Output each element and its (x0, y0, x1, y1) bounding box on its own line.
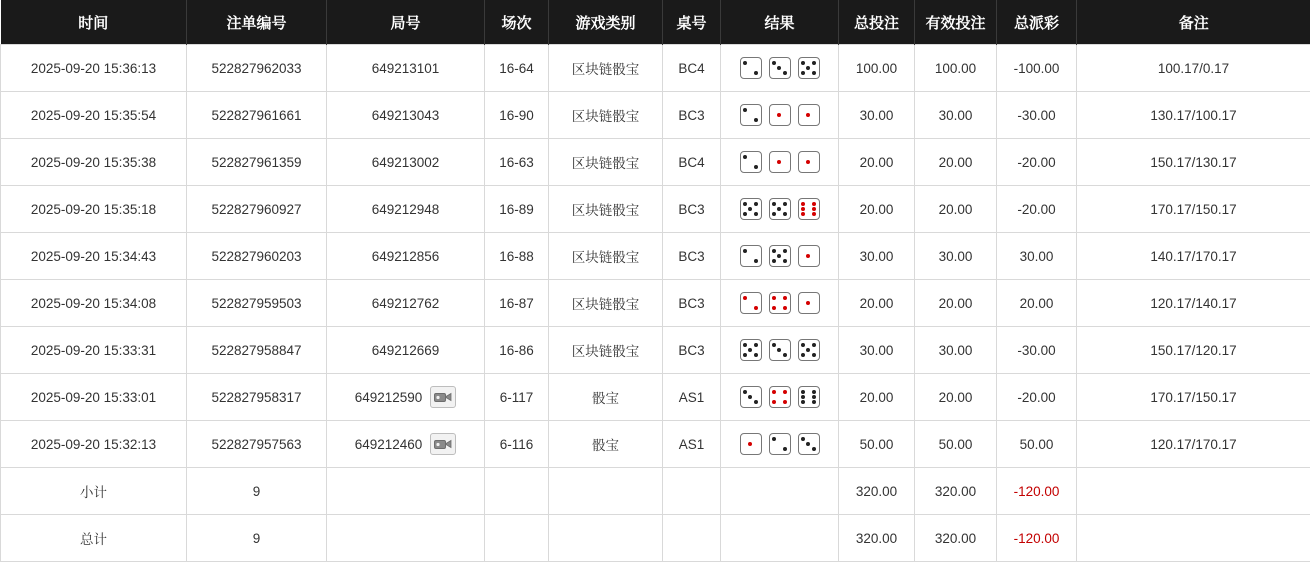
cell-valid-bet: 30.00 (915, 233, 997, 280)
summary-blank-round (327, 515, 485, 562)
die-face-1 (798, 151, 820, 173)
cell-result (721, 327, 839, 374)
cell-total-bet: 20.00 (839, 186, 915, 233)
cell-game-type: 骰宝 (549, 421, 663, 468)
summary-blank-round (327, 468, 485, 515)
cell-remark: 140.17/170.17 (1077, 233, 1310, 280)
round-no-wrapper (331, 433, 480, 455)
die-face-2 (740, 104, 762, 126)
cell-bet-id: 522827957563 (187, 421, 327, 468)
cell-result (721, 92, 839, 139)
cell-remark: 120.17/140.17 (1077, 280, 1310, 327)
cell-bet-id: 522827959503 (187, 280, 327, 327)
round-no-text: 649212460 (355, 437, 423, 452)
table-row (1, 139, 1310, 186)
summary-blank-remark (1077, 468, 1310, 515)
die-face-1 (769, 151, 791, 173)
cell-round-no (327, 233, 485, 280)
cell-valid-bet: 30.00 (915, 92, 997, 139)
summary-label: 小计 (1, 468, 187, 515)
cell-session: 16-87 (485, 280, 549, 327)
cell-total-bet: 20.00 (839, 139, 915, 186)
summary-blank-session (485, 468, 549, 515)
summary-blank-result (721, 515, 839, 562)
table-row (1, 327, 1310, 374)
cell-session: 16-63 (485, 139, 549, 186)
cell-time: 2025-09-20 15:34:43 (1, 233, 187, 280)
cell-game-type: 骰宝 (549, 374, 663, 421)
summary-blank-tableno (663, 468, 721, 515)
die-face-5 (769, 198, 791, 220)
die-face-3 (798, 433, 820, 455)
cell-round-no (327, 421, 485, 468)
cell-session: 6-117 (485, 374, 549, 421)
cell-total-payout: -20.00 (997, 374, 1077, 421)
die-face-6 (798, 386, 820, 408)
round-no-wrapper (331, 249, 480, 264)
die-face-2 (740, 245, 762, 267)
cell-total-bet: 20.00 (839, 374, 915, 421)
table-row (1, 45, 1310, 92)
die-face-6 (798, 198, 820, 220)
cell-result (721, 186, 839, 233)
cell-bet-id: 522827962033 (187, 45, 327, 92)
cell-session: 16-89 (485, 186, 549, 233)
column-header-total_payout[interactable]: 总派彩 (997, 0, 1077, 45)
dice-group (725, 104, 834, 126)
summary-label: 总计 (1, 515, 187, 562)
cell-remark: 130.17/100.17 (1077, 92, 1310, 139)
die-face-2 (740, 151, 762, 173)
cell-table-no: BC3 (663, 280, 721, 327)
cell-session: 16-64 (485, 45, 549, 92)
summary-total-payout: -120.00 (997, 468, 1077, 515)
column-header-remark[interactable]: 备注 (1077, 0, 1310, 45)
cell-total-payout: -100.00 (997, 45, 1077, 92)
cell-game-type: 区块链骰宝 (549, 327, 663, 374)
cell-bet-id: 522827958317 (187, 374, 327, 421)
dice-group (725, 292, 834, 314)
cell-time: 2025-09-20 15:35:18 (1, 186, 187, 233)
round-no-wrapper (331, 61, 480, 76)
cell-total-payout: 50.00 (997, 421, 1077, 468)
column-header-total_bet[interactable]: 总投注 (839, 0, 915, 45)
table-body (1, 45, 1310, 562)
cell-total-payout: 20.00 (997, 280, 1077, 327)
die-face-3 (740, 386, 762, 408)
round-no-wrapper (331, 296, 480, 311)
cell-round-no (327, 327, 485, 374)
round-no-wrapper (331, 155, 480, 170)
summary-blank-result (721, 468, 839, 515)
table-header (1, 0, 1310, 45)
cell-time: 2025-09-20 15:34:08 (1, 280, 187, 327)
summary-blank-gametype (549, 515, 663, 562)
column-header-table_no[interactable]: 桌号 (663, 0, 721, 45)
summary-count: 9 (187, 468, 327, 515)
summary-row (1, 468, 1310, 515)
round-no-text: 649213101 (372, 61, 440, 76)
cell-table-no: AS1 (663, 421, 721, 468)
dice-group (725, 151, 834, 173)
die-face-1 (769, 104, 791, 126)
round-no-text: 649212948 (372, 202, 440, 217)
column-header-session[interactable]: 场次 (485, 0, 549, 45)
summary-count: 9 (187, 515, 327, 562)
column-header-game_type[interactable]: 游戏类别 (549, 0, 663, 45)
video-camera-icon[interactable] (430, 433, 456, 455)
cell-valid-bet: 20.00 (915, 280, 997, 327)
cell-table-no: AS1 (663, 374, 721, 421)
die-face-1 (798, 104, 820, 126)
summary-valid-bet: 320.00 (915, 515, 997, 562)
table-row (1, 233, 1310, 280)
round-no-text: 649212590 (355, 390, 423, 405)
cell-valid-bet: 30.00 (915, 327, 997, 374)
die-face-2 (740, 292, 762, 314)
cell-remark: 150.17/130.17 (1077, 139, 1310, 186)
cell-valid-bet: 100.00 (915, 45, 997, 92)
video-camera-icon[interactable] (430, 386, 456, 408)
summary-blank-session (485, 515, 549, 562)
table-row (1, 374, 1310, 421)
cell-table-no: BC4 (663, 139, 721, 186)
die-face-2 (769, 433, 791, 455)
summary-blank-gametype (549, 468, 663, 515)
column-header-round_no[interactable]: 局号 (327, 0, 485, 45)
dice-group (725, 386, 834, 408)
dice-group (725, 57, 834, 79)
die-face-3 (769, 339, 791, 361)
cell-session: 6-116 (485, 421, 549, 468)
cell-remark: 100.17/0.17 (1077, 45, 1310, 92)
cell-remark: 150.17/120.17 (1077, 327, 1310, 374)
die-face-1 (798, 245, 820, 267)
table-row (1, 280, 1310, 327)
cell-game-type: 区块链骰宝 (549, 233, 663, 280)
summary-blank-tableno (663, 515, 721, 562)
cell-total-payout: -30.00 (997, 327, 1077, 374)
cell-valid-bet: 50.00 (915, 421, 997, 468)
cell-table-no: BC3 (663, 92, 721, 139)
dice-group (725, 198, 834, 220)
dice-group (725, 245, 834, 267)
cell-round-no (327, 186, 485, 233)
round-no-text: 649212856 (372, 249, 440, 264)
cell-total-payout: -30.00 (997, 92, 1077, 139)
cell-round-no (327, 374, 485, 421)
cell-remark: 170.17/150.17 (1077, 186, 1310, 233)
cell-time: 2025-09-20 15:35:54 (1, 92, 187, 139)
cell-table-no: BC3 (663, 233, 721, 280)
cell-total-bet: 20.00 (839, 280, 915, 327)
summary-total-bet: 320.00 (839, 468, 915, 515)
column-header-result[interactable]: 结果 (721, 0, 839, 45)
cell-game-type: 区块链骰宝 (549, 139, 663, 186)
cell-time: 2025-09-20 15:35:38 (1, 139, 187, 186)
cell-session: 16-88 (485, 233, 549, 280)
cell-total-bet: 100.00 (839, 45, 915, 92)
cell-remark: 120.17/170.17 (1077, 421, 1310, 468)
cell-bet-id: 522827961661 (187, 92, 327, 139)
cell-round-no (327, 139, 485, 186)
die-face-5 (769, 245, 791, 267)
die-face-5 (798, 57, 820, 79)
cell-valid-bet: 20.00 (915, 186, 997, 233)
cell-table-no: BC4 (663, 45, 721, 92)
summary-row (1, 515, 1310, 562)
cell-game-type: 区块链骰宝 (549, 45, 663, 92)
cell-bet-id: 522827960927 (187, 186, 327, 233)
round-no-wrapper (331, 202, 480, 217)
cell-session: 16-86 (485, 327, 549, 374)
cell-time: 2025-09-20 15:32:13 (1, 421, 187, 468)
column-header-bet_id[interactable]: 注单编号 (187, 0, 327, 45)
cell-bet-id: 522827958847 (187, 327, 327, 374)
cell-round-no (327, 280, 485, 327)
cell-total-bet: 50.00 (839, 421, 915, 468)
cell-remark: 170.17/150.17 (1077, 374, 1310, 421)
cell-result (721, 421, 839, 468)
die-face-5 (798, 339, 820, 361)
die-face-1 (798, 292, 820, 314)
round-no-text: 649212669 (372, 343, 440, 358)
cell-result (721, 45, 839, 92)
cell-total-bet: 30.00 (839, 327, 915, 374)
table-row (1, 421, 1310, 468)
die-face-4 (769, 386, 791, 408)
summary-total-bet: 320.00 (839, 515, 915, 562)
dice-group (725, 433, 834, 455)
summary-valid-bet: 320.00 (915, 468, 997, 515)
die-face-5 (740, 198, 762, 220)
cell-game-type: 区块链骰宝 (549, 92, 663, 139)
table-row (1, 186, 1310, 233)
table-row (1, 92, 1310, 139)
summary-blank-remark (1077, 515, 1310, 562)
column-header-time[interactable]: 时间 (1, 0, 187, 45)
die-face-1 (740, 433, 762, 455)
die-face-4 (769, 292, 791, 314)
cell-time: 2025-09-20 15:33:01 (1, 374, 187, 421)
cell-round-no (327, 92, 485, 139)
cell-result (721, 233, 839, 280)
die-face-3 (769, 57, 791, 79)
cell-table-no: BC3 (663, 186, 721, 233)
cell-session: 16-90 (485, 92, 549, 139)
die-face-2 (740, 57, 762, 79)
cell-table-no: BC3 (663, 327, 721, 374)
round-no-wrapper (331, 386, 480, 408)
cell-total-payout: 30.00 (997, 233, 1077, 280)
cell-bet-id: 522827960203 (187, 233, 327, 280)
dice-group (725, 339, 834, 361)
cell-game-type: 区块链骰宝 (549, 280, 663, 327)
round-no-wrapper (331, 343, 480, 358)
cell-valid-bet: 20.00 (915, 374, 997, 421)
cell-valid-bet: 20.00 (915, 139, 997, 186)
table-header-row (1, 0, 1310, 45)
cell-round-no (327, 45, 485, 92)
cell-time: 2025-09-20 15:33:31 (1, 327, 187, 374)
round-no-text: 649213043 (372, 108, 440, 123)
summary-total-payout: -120.00 (997, 515, 1077, 562)
cell-total-bet: 30.00 (839, 233, 915, 280)
column-header-valid_bet[interactable]: 有效投注 (915, 0, 997, 45)
round-no-text: 649212762 (372, 296, 440, 311)
cell-result (721, 139, 839, 186)
round-no-text: 649213002 (372, 155, 440, 170)
cell-result (721, 374, 839, 421)
round-no-wrapper (331, 108, 480, 123)
cell-game-type: 区块链骰宝 (549, 186, 663, 233)
cell-time: 2025-09-20 15:36:13 (1, 45, 187, 92)
cell-total-payout: -20.00 (997, 139, 1077, 186)
cell-result (721, 280, 839, 327)
cell-total-payout: -20.00 (997, 186, 1077, 233)
die-face-5 (740, 339, 762, 361)
cell-bet-id: 522827961359 (187, 139, 327, 186)
cell-total-bet: 30.00 (839, 92, 915, 139)
